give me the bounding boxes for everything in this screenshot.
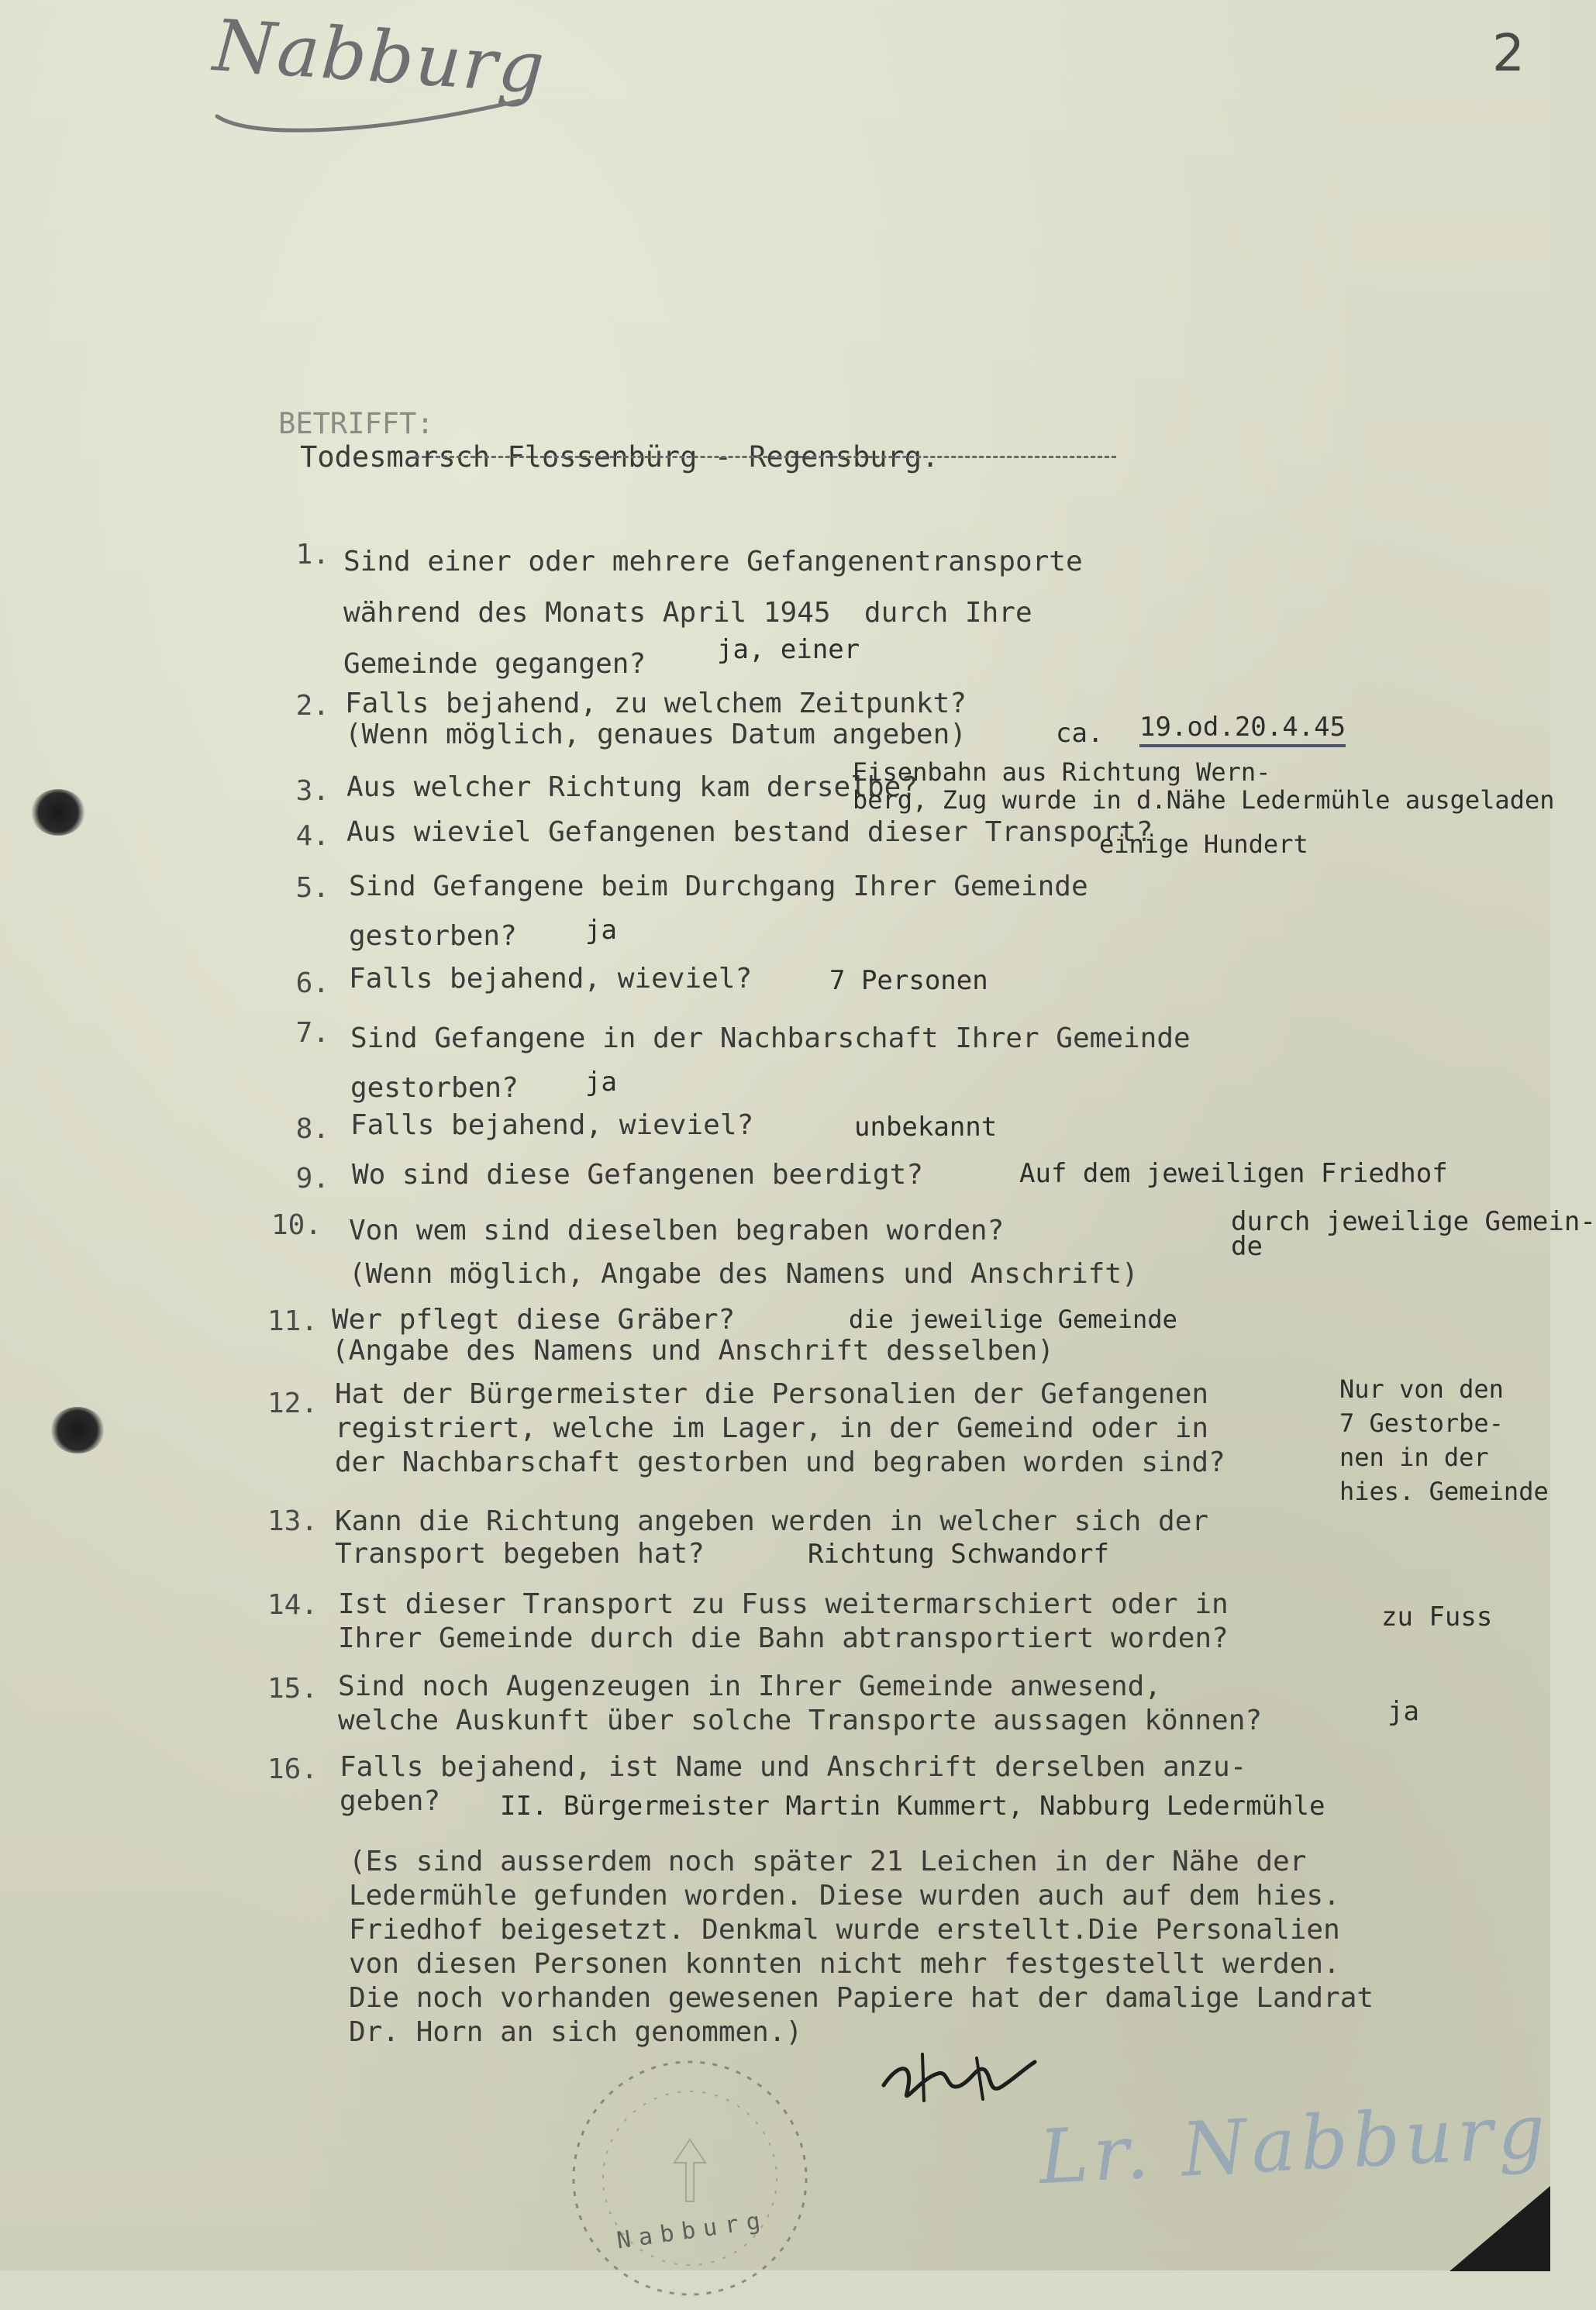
question-number: 5. (295, 872, 329, 904)
question-text: Sind Gefangene beim Durchgang Ihrer Gemeinde gestorben? (349, 871, 1088, 952)
question-answer: ja (1387, 1696, 1419, 1727)
question-number: 3. (295, 775, 329, 807)
punch-hole-top (31, 789, 85, 836)
question-answer: Nur von den 7 Gestorbe- nen in der hies. Gemeinde (1339, 1374, 1549, 1506)
question-answer: durch jeweilige Gemein- de (1231, 1206, 1596, 1262)
question-number: 2. (295, 690, 329, 722)
question-answer: ja (585, 1067, 617, 1098)
question-text: Falls bejahend, ist Name und Anschrift derselben anzu- geben? (340, 1751, 1247, 1817)
question-answer: zu Fuss (1381, 1601, 1493, 1633)
signature (876, 2039, 1046, 2116)
question-number: 8. (295, 1113, 329, 1145)
question-answer: Eisenbahn aus Richtung Wern- berg, Zug wurde in d.Nähe Ledermühle ausgeladen (853, 757, 1555, 815)
question-answer: Richtung Schwandorf (808, 1539, 1109, 1570)
question-number: 16. (267, 1753, 318, 1785)
question-text: Wo sind diese Gefangenen beerdigt? (352, 1159, 923, 1191)
question-number: 7. (295, 1017, 329, 1049)
handwritten-place-name: Nabburg (210, 4, 549, 110)
question-answer: 7 Personen (829, 965, 988, 996)
question-text: Hat der Bürgermeister die Personalien der Gefangenen registriert, welche im Lager, in der Gemeind oder in der Nachbarschaft gestorben und begraben worden sind? (335, 1378, 1225, 1478)
subject-label: BETRIFFT: (278, 407, 434, 440)
question-text: Ist dieser Transport zu Fuss weitermarschiert oder in Ihrer Gemeinde durch die Bahn abtransportiert worden? (338, 1588, 1229, 1654)
question-text: Von wem sind dieselben begraben worden? (Wenn möglich, Angabe des Namens und Anschrift) (349, 1215, 1139, 1290)
question-answer: Auf dem jeweiligen Friedhof (1019, 1158, 1448, 1189)
question-text: Sind noch Augenzeugen in Ihrer Gemeinde anwesend, welche Auskunft über solche Transporte aussagen können? (338, 1670, 1263, 1736)
stamp-text: Nabburg (615, 2206, 770, 2255)
question-text: Falls bejahend, wieviel? (350, 1109, 754, 1141)
question-answer: einige Hundert (1099, 829, 1308, 859)
question-number: 1. (295, 539, 329, 571)
question-number: 11. (267, 1305, 318, 1337)
handwritten-blue-note: Lr. Nabburg (1036, 2087, 1552, 2201)
question-number: 15. (267, 1673, 318, 1705)
remark-paragraph: (Es sind ausserdem noch später 21 Leichen in der Nähe der Ledermühle gefunden worden. Diese wurden auch auf dem hies. Friedhof beigesetzt. Denkmal wurde erstellt.Die Personalien von diesen Personen konnten nicht mehr festgestellt werden. Die noch vorhanden gewesenen Papiere hat der damalige Landrat Dr. Horn an sich genommen.) (349, 1846, 1374, 2048)
question-answer-prefix: ca. (1056, 718, 1104, 749)
question-answer: die jeweilige Gemeinde (849, 1305, 1177, 1334)
question-answer: unbekannt (854, 1112, 998, 1143)
question-number: 13. (267, 1505, 318, 1537)
question-text: Falls bejahend, wieviel? (349, 963, 753, 995)
subject-rule (415, 456, 1116, 458)
question-number: 9. (295, 1163, 329, 1195)
question-answer: ja, einer (717, 634, 860, 665)
question-number: 6. (295, 967, 329, 999)
question-answer-date: 19.od.20.4.45 (1139, 712, 1346, 747)
question-answer: ja (585, 915, 617, 946)
question-number: 14. (267, 1589, 318, 1621)
handwritten-underline (209, 85, 535, 140)
punch-hole-bottom (50, 1407, 105, 1453)
question-number: 10. (271, 1209, 322, 1241)
subject-text: Todesmarsch Flossenbürg - Regensburg. (300, 440, 939, 474)
question-text: Wer pflegt diese Gräber? (Angabe des Namens und Anschrift desselben) (332, 1304, 1054, 1367)
page-number: 2 (1492, 23, 1525, 83)
official-stamp (558, 2046, 822, 2310)
torn-corner (1449, 2186, 1550, 2271)
subject-line (209, 374, 939, 507)
question-number: 4. (295, 820, 329, 852)
question-answer: II. Bürgermeister Martin Kummert, Nabburg Ledermühle (500, 1791, 1325, 1822)
question-text: Aus wieviel Gefangenen bestand dieser Transport? (346, 816, 1153, 848)
question-text: Falls bejahend, zu welchem Zeitpunkt? (Wenn möglich, genaues Datum angeben) (345, 688, 967, 750)
question-text: Aus welcher Richtung kam derselbe? (346, 771, 918, 803)
question-text: Sind einer oder mehrere Gefangenentransporte während des Monats April 1945 durch Ihre Gemeinde gegangen? (343, 546, 1083, 680)
question-text: Sind Gefangene in der Nachbarschaft Ihrer Gemeinde gestorben? (350, 1022, 1191, 1104)
question-text: Kann die Richtung angeben werden in welcher sich der Transport begeben hat? (335, 1505, 1209, 1570)
question-number: 12. (267, 1388, 318, 1419)
